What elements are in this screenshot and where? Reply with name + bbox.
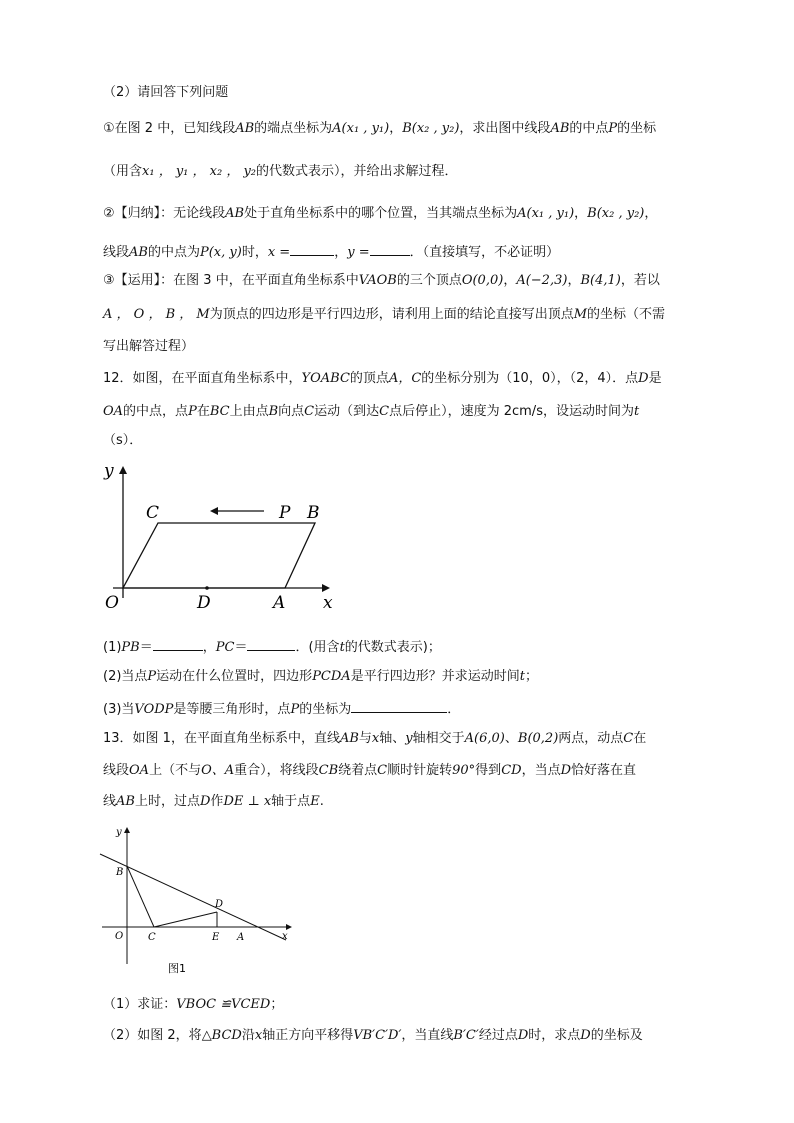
q13-sub1: （1）求证：VBOC ≌VCED； [103, 997, 284, 1012]
q12-sub2: (2)当点P运动在什么位置时，四边形PCDA是平行四边形？并求运动时间t； [103, 669, 538, 684]
label-B: B [307, 503, 320, 523]
q11-item1-line1: ①在图 2 中，已知线段AB的端点坐标为A(x₁ , y₁)，B(x₂ , y₂)，求出图中线段AB的中点P的坐标 [103, 121, 657, 136]
label-x: x [282, 931, 288, 942]
q11-item1-line2: （用含x₁ ， y₁ ， x₂ ， y₂的代数式表示），并给出求解过程． [103, 164, 458, 179]
answer-blank-P-coordinate[interactable] [351, 699, 447, 713]
q11-item3-line1: ③【运用】：在图 3 中，在平面直角坐标系中VAOB的三个顶点O(0,0)，A(−2,3)，B(4,1)，若以 [103, 273, 660, 288]
label-y: y [116, 827, 122, 838]
q13-line2: 线段OA上（不与O、A重合），将线段CB绕着点C顺时针旋转90°得到CD，当点D恰好落在直 [103, 763, 637, 778]
q11-part2-heading: （2）请回答下列问题 [103, 85, 229, 100]
answer-blank-PC[interactable] [247, 637, 295, 651]
label-A: A [237, 932, 245, 943]
q12-line3: （s）． [103, 433, 143, 448]
segment-BC [127, 866, 154, 927]
label-B: B [116, 867, 124, 878]
q12-line2: OA的中点，点P在BC上由点B向点C运动（到达C点后停止），速度为 2cm/s，设运动时间为t [103, 404, 640, 419]
label-y: y [104, 461, 114, 481]
q13-figure-1 [96, 822, 296, 982]
q11-item3-line3: 写出解答过程） [103, 339, 195, 354]
label-D: D [197, 593, 211, 613]
label-O: O [115, 931, 124, 942]
q12-line1: 12．如图，在平面直角坐标系中，YOABC的顶点A，C的坐标分别为（10，0），（2，4）．点D是 [103, 371, 662, 386]
label-x: x [323, 593, 333, 613]
segment-CD [154, 912, 217, 927]
label-E: E [212, 932, 220, 943]
q11-item3-line2: A ， O ， B ， M为顶点的四边形是平行四边形，请利用上面的结论直接写出顶点M的坐标（不需 [103, 307, 666, 322]
q12-parallelogram-figure [96, 460, 346, 615]
parallelogram-OABC [123, 523, 315, 588]
label-A: A [273, 593, 286, 613]
answer-blank-x[interactable] [290, 242, 334, 256]
label-C: C [146, 503, 160, 523]
point-D [205, 586, 209, 590]
figure-caption: 图1 [168, 962, 186, 975]
q12-sub3: (3)当VODP是等腰三角形时，点P的坐标为 ． [103, 699, 460, 719]
q11-item2-line2: 线段AB的中点为P(x, y)时，x = ，y = ．（直接填写，不必证明） [103, 242, 559, 262]
label-C: C [148, 932, 156, 943]
q13-sub2: （2）如图 2，将△BCD沿x轴正方向平移得VB′C′D′，当直线B′C′经过点D时，求点D的坐标及 [103, 1028, 643, 1043]
label-D: D [215, 899, 224, 910]
answer-blank-PB[interactable] [153, 637, 203, 651]
answer-blank-y[interactable] [370, 242, 410, 256]
q12-sub1: (1)PB＝ ，PC＝ ．(用含t的代数式表示)； [103, 637, 441, 657]
label-O: O [105, 593, 119, 613]
label-P: P [279, 503, 291, 523]
q11-item2-line1: ②【归纳】：无论线段AB处于直角坐标系中的哪个位置，当其端点坐标为A(x₁ , y₁)，B(x₂ , y₂)， [103, 206, 658, 221]
q13-line3: 线AB上时，过点D作DE ⊥ x轴于点E. [103, 794, 324, 809]
q13-line1: 13．如图 1，在平面直角坐标系中，直线AB与x轴、y轴相交于A(6,0)、B(0,2)两点，动点C在 [103, 731, 647, 746]
